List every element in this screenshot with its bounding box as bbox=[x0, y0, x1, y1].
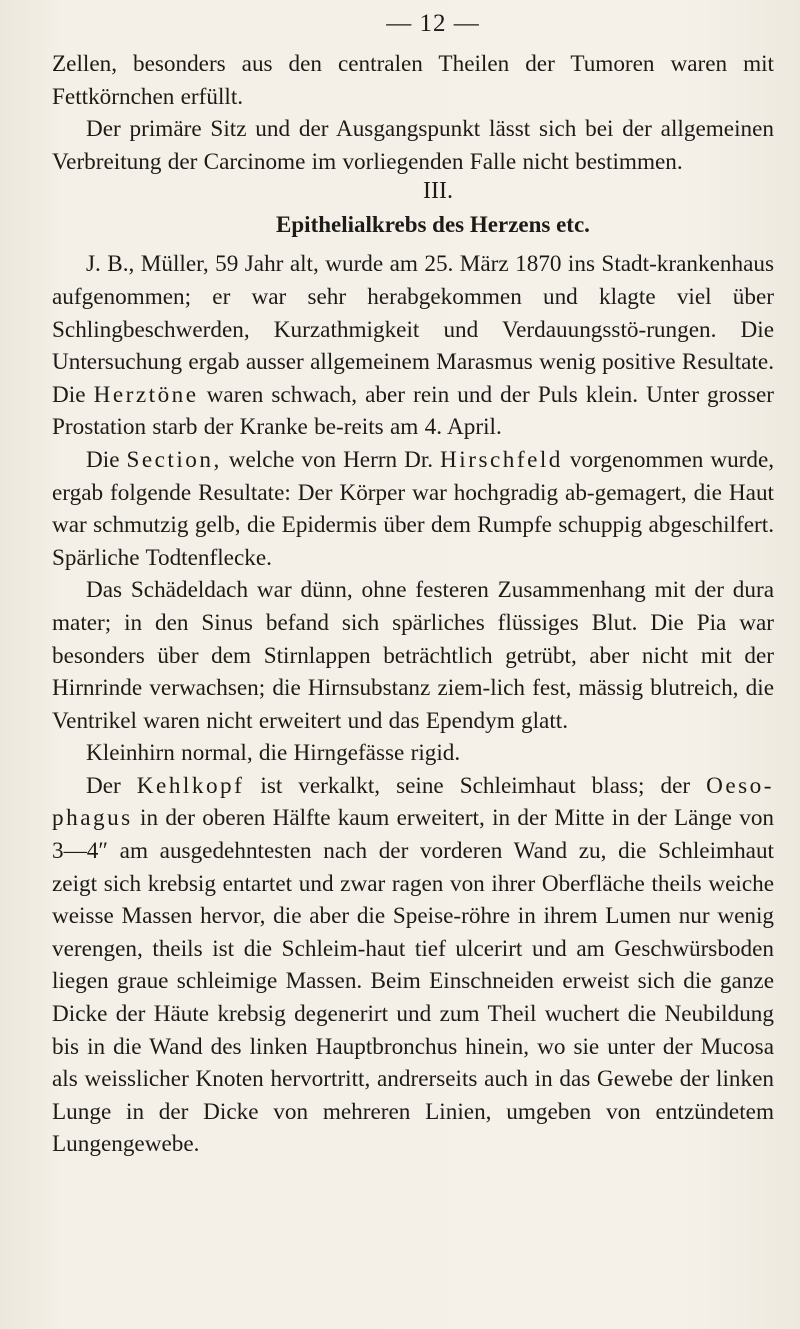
paragraph-case-history bbox=[52, 248, 774, 444]
section-findings-text-1: Die bbox=[86, 446, 120, 473]
paragraph-primary-site: Der primäre Sitz und der Ausgangspunkt lässt sich bei der allgemeinen Verbreitung der Carcinome im vorliegenden Falle nicht bestimmen. bbox=[52, 116, 774, 175]
section-findings-spaced-name: Hirschfeld bbox=[440, 446, 563, 473]
paragraph-section-findings bbox=[52, 444, 774, 574]
section-findings-text-3: vorgenommen wurde, ergab folgende Resultate: Der Körper war hochgradig ab-gemagert, die Haut war schmutzig gelb, die Epidermis über dem Rumpfe schuppig abgeschilfert. Spärliche Todtenflecke. bbox=[52, 446, 775, 571]
paragraph-larynx-oesophagus bbox=[52, 770, 774, 1161]
case-history-text-2: waren schwach, aber rein und der Puls klein. Unter grosser Prostation starb der Kranke be-reits am 4. April. bbox=[52, 381, 774, 441]
page-number: — 12 — bbox=[386, 10, 480, 37]
section-number: III. bbox=[423, 178, 453, 205]
case-history-text-1: J. B., Müller, 59 Jahr alt, wurde am 25. März 1870 ins Stadt-krankenhaus aufgenommen; er war sehr herabgekommen und klagte viel über Schlingbeschwerden, Kurzathmigkeit und Verdauungsstö-rungen. Die Untersuchung ergab ausser allgemeinem Marasmus wenig positive Resultate. Die bbox=[52, 251, 774, 408]
section-findings-text-2: welche von Herrn Dr. bbox=[228, 446, 434, 473]
section-findings-spaced-term: Section, bbox=[126, 446, 222, 473]
larynx-spaced-term: Kehlkopf bbox=[136, 772, 245, 799]
paragraph-continuation: Zellen, besonders aus den centralen Theilen der Tumoren waren mit Fettkörnchen erfüllt. bbox=[52, 51, 774, 110]
larynx-text-3: in der oberen Hälfte kaum erweitert, in der Mitte in der Länge von 3—4″ am ausgedehntesten nach der vorderen Wand zu, die Schleimhaut zeigt sich krebsig entartet und zwar ragen von ihrer Oberfläche theils weiche weisse Massen hervor, die aber die Speise-röhre in ihrem Lumen nur wenig verengen, theils ist die Schleim-haut tief ulcerirt und am Geschwürsboden liegen graue schleimige Massen. Beim Einschneiden erweist sich die ganze Dicke der Häute krebsig degenerirt und zum Theil wuchert die Neubildung bis in die Wand des linken Hauptbronchus hinein, wo sie unter der Mucosa als weisslicher Knoten hervortritt, andrerseits auch in das Gewebe der linken Lunge in der Dicke von mehreren Linien, umgeben von entzündetem Lungengewebe. bbox=[52, 805, 775, 1158]
larynx-text-1: Der bbox=[86, 772, 121, 799]
case-history-spaced-term: Herztöne bbox=[93, 381, 199, 408]
paragraph-cerebellum: Kleinhirn normal, die Hirngefässe rigid. bbox=[86, 740, 461, 767]
larynx-text-2: ist verkalkt, seine Schleimhaut blass; der bbox=[260, 772, 691, 799]
section-title: Epithelialkrebs des Herzens etc. bbox=[276, 212, 590, 238]
oesophagus-spaced-term: Oeso-phagus bbox=[52, 772, 774, 832]
paragraph-skull: Das Schädeldach war dünn, ohne festeren Zusammenhang mit der dura mater; in den Sinus befand sich spärliches flüssiges Blut. Die Pia war besonders über dem Stirnlappen beträchtlich getrübt, aber nicht mit der Hirnrinde verwachsen; die Hirnsubstanz ziem-lich fest, mässig blutreich, die Ventrikel waren nicht erweitert und das Ependym glatt. bbox=[52, 577, 774, 734]
